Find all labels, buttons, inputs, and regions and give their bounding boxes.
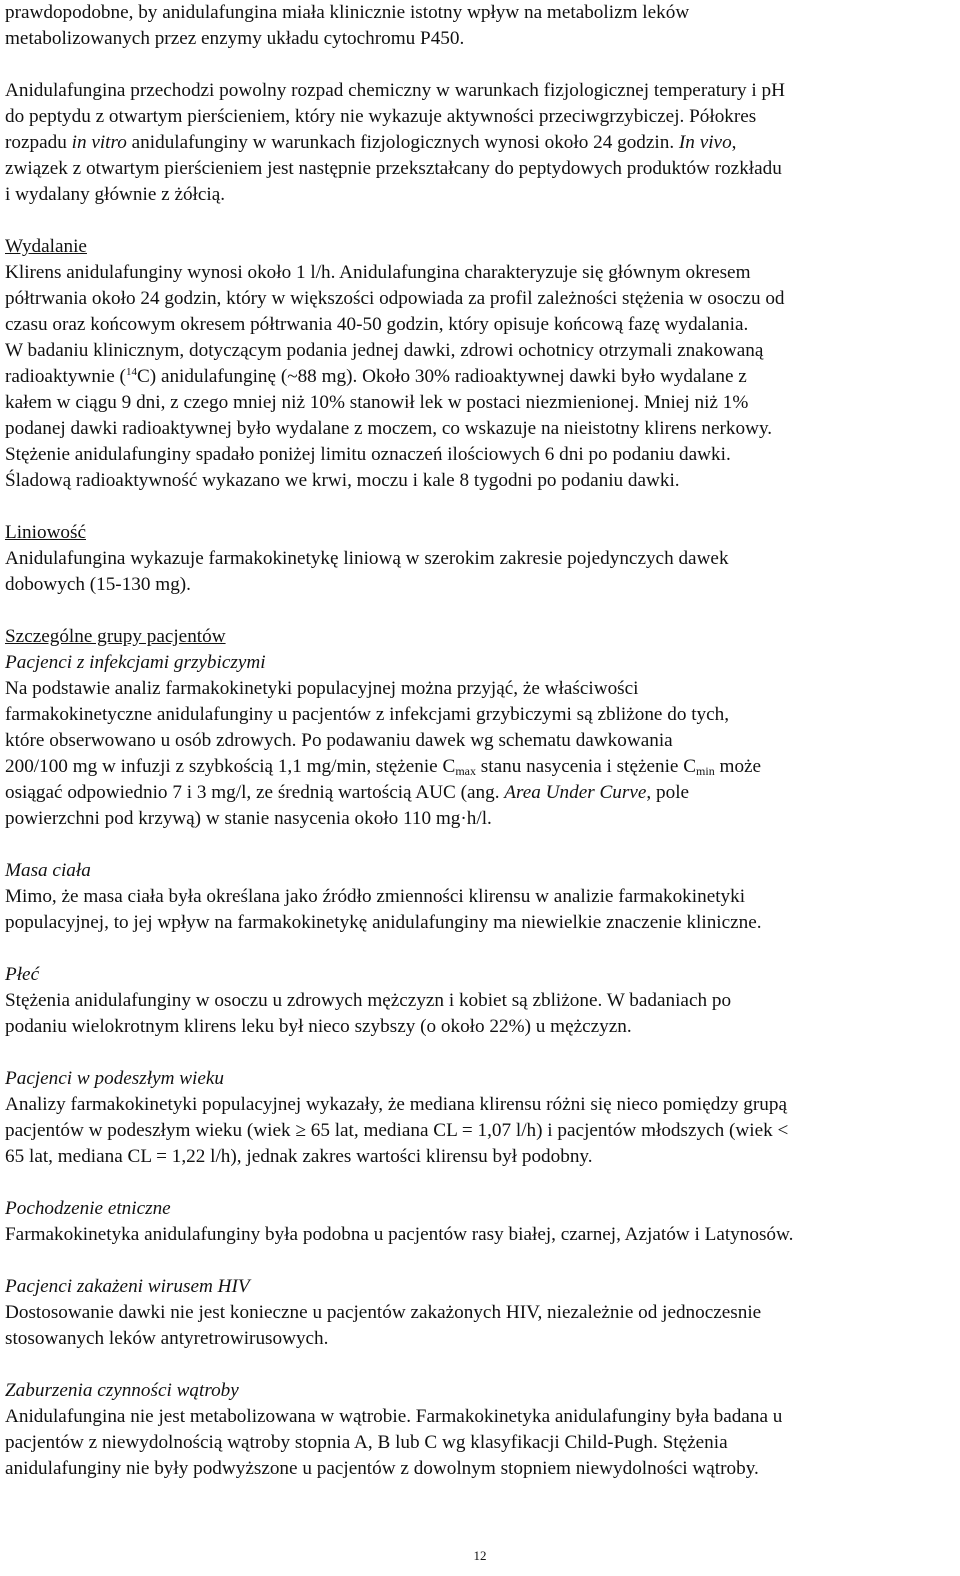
text-line: Klirens anidulafunginy wynosi około 1 l/h. Anidulafungina charakteryzuje się głównym okresem xyxy=(5,262,751,283)
text-line: pacjentów w podeszłym wieku (wiek ≥ 65 lat, mediana CL = 1,07 l/h) i pacjentów młodszych (wiek < xyxy=(5,1120,789,1141)
text-line: Anidulafungina nie jest metabolizowana w wątrobie. Farmakokinetyka anidulafunginy była badana u xyxy=(5,1406,783,1427)
text-line: Dostosowanie dawki nie jest konieczne u pacjentów zakażonych HIV, niezależnie od jednoczesnie xyxy=(5,1302,762,1323)
text-line: farmakokinetyczne anidulafunginy u pacjentów z infekcjami grzybiczymi są zbliżone do tych, xyxy=(5,704,730,725)
text-line: populacyjnej, to jej wpływ na farmakokinetykę anidulafunginy ma niewielkie znaczenie kliniczne. xyxy=(5,912,762,933)
text-line: kałem w ciągu 9 dni, z czego mniej niż 10% stanowił lek w postaci niezmienionej. Mniej niż 1% xyxy=(5,392,749,413)
text-line: prawdopodobne, by anidulafungina miała klinicznie istotny wpływ na metabolizm leków xyxy=(5,2,690,23)
subheading-liver: Zaburzenia czynności wątroby xyxy=(5,1380,239,1401)
section-heading-linearity: Liniowość xyxy=(5,522,87,543)
section-linearity xyxy=(5,520,955,598)
text-line: dobowych (15-130 mg). xyxy=(5,574,191,595)
text-line: Anidulafungina przechodzi powolny rozpad chemiczny w warunkach fizjologicznej temperatury i pH xyxy=(5,80,786,101)
section-body-weight xyxy=(5,858,955,936)
text-line: Stężenie anidulafunginy spadało poniżej limitu oznaczeń ilościowych 6 dni po podaniu dawki. xyxy=(5,444,731,465)
section-heading-special-groups: Szczególne grupy pacjentów xyxy=(5,626,226,647)
subheading-hiv: Pacjenci zakażeni wirusem HIV xyxy=(5,1276,250,1297)
text-line: półtrwania około 24 godzin, który w większości odpowiada za profil zależności stężenia w osoczu od xyxy=(5,288,785,309)
in-vivo-term: In vivo xyxy=(678,132,732,153)
text-line: Analizy farmakokinetyki populacyjnej wykazały, że mediana klirensu różni się nieco pomiędzy grupą xyxy=(5,1094,787,1115)
auc-term: Area Under Curve xyxy=(504,782,647,803)
text-line: Na podstawie analiz farmakokinetyki populacyjnej można przyjąć, że właściwości xyxy=(5,678,639,699)
section-liver xyxy=(5,1378,955,1482)
text-line: anidulafunginy nie były podwyższone u pacjentów z dowolnym stopniem niewydolności wątroby. xyxy=(5,1458,759,1479)
text-line: 200/100 mg w infuzji z szybkością 1,1 mg/min, stężenie $C_{max}$ stanu nasycenia i stężenie $C_{min}$ może xyxy=(5,756,762,778)
cmin-subscript: min xyxy=(696,764,715,778)
text-line: czasu oraz końcowym okresem półtrwania 40-50 godzin, który opisuje końcową fazę wydalania. xyxy=(5,314,749,335)
cmax-subscript: max xyxy=(455,764,476,778)
section-elderly xyxy=(5,1066,955,1170)
paragraph-degradation xyxy=(5,78,955,208)
section-special-groups xyxy=(5,624,955,832)
section-hiv xyxy=(5,1274,955,1352)
section-ethnicity xyxy=(5,1196,955,1248)
text-line: które obserwowano u osób zdrowych. Po podawaniu dawek wg schematu dawkowania xyxy=(5,730,673,751)
paragraph-metabolism-tail xyxy=(5,0,955,52)
in-vitro-term: in vitro xyxy=(71,132,127,153)
text-line: stosowanych leków antyretrowirusowych. xyxy=(5,1328,329,1349)
text-line: rozpadu in vitro anidulafunginy w warunkach fizjologicznych wynosi około 24 godzin. In vivo, xyxy=(5,132,737,153)
text-line: powierzchni pod krzywą) w stanie nasycenia około 110 mg·h/l. xyxy=(5,808,492,829)
text-line: 65 lat, mediana CL = 1,22 l/h), jednak zakres wartości klirensu był podobny. xyxy=(5,1146,593,1167)
text-line: Anidulafungina wykazuje farmakokinetykę liniową w szerokim zakresie pojedynczych dawek xyxy=(5,548,729,569)
text-line: podaniu wielokrotnym klirens leku był nieco szybszy (o około 22%) u mężczyzn. xyxy=(5,1016,632,1037)
subheading-fungal-infections: Pacjenci z infekcjami grzybiczymi xyxy=(5,652,266,673)
text-line: osiągać odpowiednio 7 i 3 mg/l, ze średnią wartością AUC (ang. Area Under Curve, pole xyxy=(5,782,690,803)
isotope-superscript: 14 xyxy=(125,366,137,378)
subheading-ethnicity: Pochodzenie etniczne xyxy=(5,1198,171,1219)
subheading-elderly: Pacjenci w podeszłym wieku xyxy=(5,1068,224,1089)
text-line: metabolizowanych przez enzymy układu cytochromu P450. xyxy=(5,28,465,49)
section-heading-excretion: Wydalanie xyxy=(5,236,87,257)
text-line: związek z otwartym pierścieniem jest następnie przekształcany do peptydowych produktów rozkładu xyxy=(5,158,782,179)
text-line: Farmakokinetyka anidulafunginy była podobna u pacjentów rasy białej, czarnej, Azjatów i Latynosów. xyxy=(5,1224,794,1245)
text-line: do peptydu z otwartym pierścieniem, który nie wykazuje aktywności przeciwgrzybiczej. Półokres xyxy=(5,106,757,127)
text-line: i wydalany głównie z żółcią. xyxy=(5,184,226,205)
subheading-sex: Płeć xyxy=(5,964,40,985)
section-sex xyxy=(5,962,955,1040)
text-line: Śladową radioaktywność wykazano we krwi, moczu i kale 8 tygodni po podaniu dawki. xyxy=(5,470,680,491)
text-line: Stężenia anidulafunginy w osoczu u zdrowych mężczyzn i kobiet są zbliżone. W badaniach po xyxy=(5,990,732,1011)
text-line: Mimo, że masa ciała była określana jako źródło zmienności klirensu w analizie farmakokinetyki xyxy=(5,886,746,907)
text-line: podanej dawki radioaktywnej było wydalane z moczem, co wskazuje na nieistotny klirens nerkowy. xyxy=(5,418,773,439)
subheading-body-weight: Masa ciała xyxy=(5,860,91,881)
text-line: radioaktywnie ($^{14}$C) anidulafunginę (~88 mg). Około 30% radioaktywnej dawki było wydalane z xyxy=(5,366,747,387)
page-number: 12 xyxy=(473,1548,487,1563)
text-line: W badaniu klinicznym, dotyczącym podania jednej dawki, zdrowi ochotnicy otrzymali znakowaną xyxy=(5,340,764,361)
section-excretion xyxy=(5,234,955,494)
document-page xyxy=(5,0,955,1482)
text-line: pacjentów z niewydolnością wątroby stopnia A, B lub C wg klasyfikacji Child-Pugh. Stężenia xyxy=(5,1432,728,1453)
